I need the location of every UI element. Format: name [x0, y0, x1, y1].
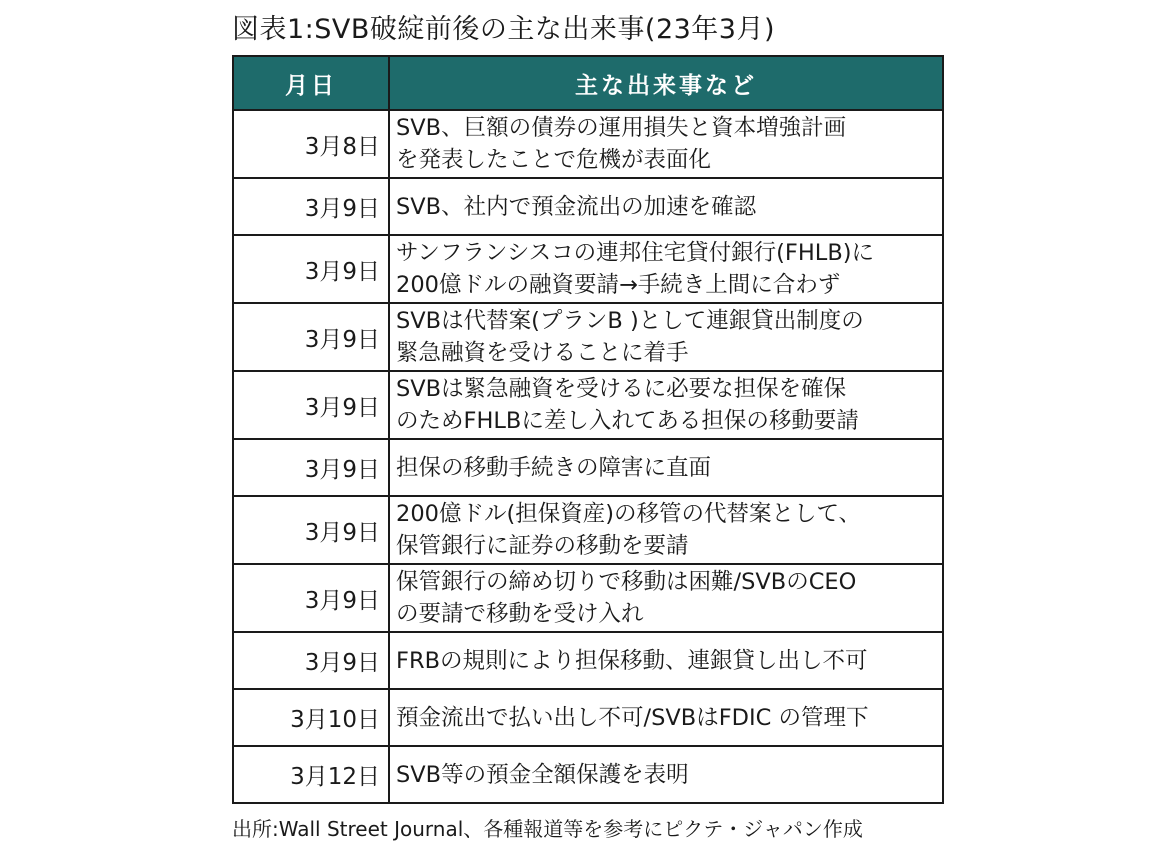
event-description: 預金流出で払い出し不可/SVBはFDIC の管理下: [389, 689, 943, 746]
event-description: SVB、巨額の債券の運用損失と資本増強計画 を発表したことで危機が表面化: [389, 110, 943, 178]
table-row: [233, 496, 943, 564]
event-description: SVB等の預金全額保護を表明: [389, 746, 943, 803]
event-date: 3月9日: [233, 371, 389, 439]
event-date: 3月9日: [233, 564, 389, 632]
event-description: SVB、社内で預金流出の加速を確認: [389, 178, 943, 235]
event-date: 3月9日: [233, 496, 389, 564]
event-description: FRBの規則により担保移動、連銀貸し出し不可: [389, 632, 943, 689]
event-description: サンフランシスコの連邦住宅貸付銀行(FHLB)に 200億ドルの融資要請→手続き上間に合わず: [389, 235, 943, 303]
event-date: 3月10日: [233, 689, 389, 746]
event-description: SVBは代替案(プランB )として連銀貸出制度の 緊急融資を受けることに着手: [389, 303, 943, 371]
source-note: 出所:Wall Street Journal、各種報道等を参考にピクテ・ジャパン作成: [232, 817, 863, 841]
table-row: [233, 110, 943, 178]
table-row: [233, 746, 943, 803]
event-column-header: 主な出来事など: [389, 56, 943, 110]
table-row: [233, 303, 943, 371]
event-date: 3月9日: [233, 235, 389, 303]
event-date: 3月12日: [233, 746, 389, 803]
table-row: [233, 235, 943, 303]
event-date: 3月8日: [233, 110, 389, 178]
table-row: [233, 689, 943, 746]
event-description: 200億ドル(担保資産)の移管の代替案として、 保管銀行に証券の移動を要請: [389, 496, 943, 564]
figure-title: 図表1:SVB破綻前後の主な出来事(23年3月): [232, 14, 776, 45]
event-date: 3月9日: [233, 439, 389, 496]
event-description: 担保の移動手続きの障害に直面: [389, 439, 943, 496]
event-description: SVBは緊急融資を受けるに必要な担保を確保 のためFHLBに差し入れてある担保の移動要請: [389, 371, 943, 439]
table-row: [233, 178, 943, 235]
table-row: [233, 632, 943, 689]
table-row: [233, 439, 943, 496]
events-table: [232, 55, 944, 804]
table-row: [233, 371, 943, 439]
event-date: 3月9日: [233, 178, 389, 235]
event-date: 3月9日: [233, 303, 389, 371]
events-body: [233, 110, 943, 803]
event-date: 3月9日: [233, 632, 389, 689]
table-header-row: [233, 56, 943, 110]
date-column-header: 月日: [233, 56, 389, 110]
event-description: 保管銀行の締め切りで移動は困難/SVBのCEO の要請で移動を受け入れ: [389, 564, 943, 632]
table-row: [233, 564, 943, 632]
